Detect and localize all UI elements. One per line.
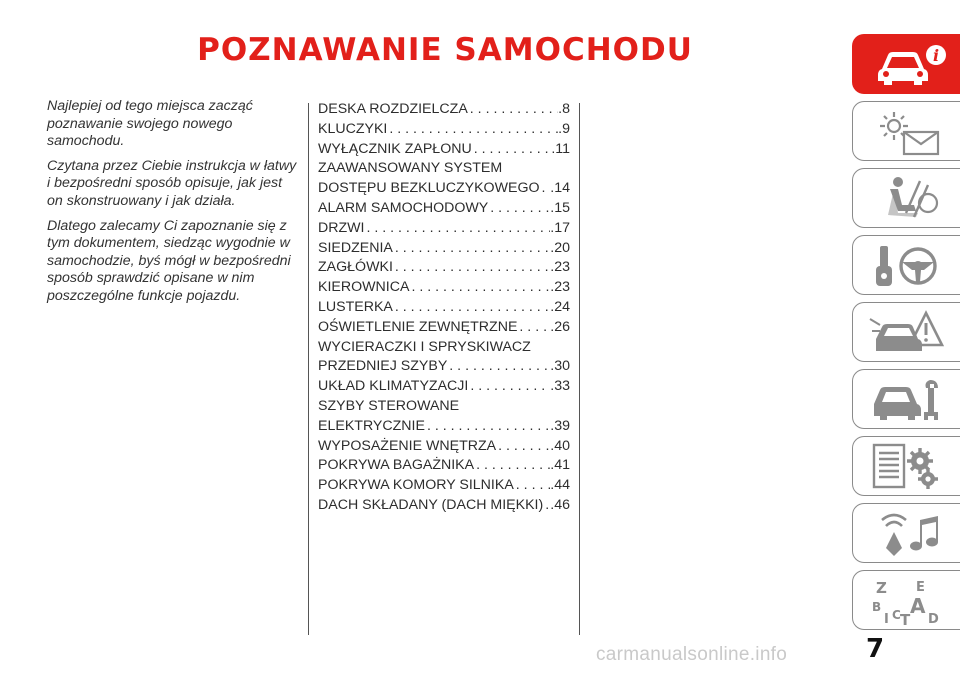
toc-item[interactable] [318, 258, 570, 278]
svg-text:B: B [871, 600, 881, 614]
toc-leader-dots [472, 140, 552, 160]
toc-item-page: .9 [558, 120, 570, 137]
chapter-tab[interactable] [852, 302, 960, 362]
chapter-tab[interactable] [852, 570, 960, 630]
toc-item[interactable] [318, 140, 570, 160]
toc-item-title: DOSTĘPU BEZKLUCZYKOWEGO [318, 180, 540, 197]
intro-paragraph: Dlatego zalecamy Ci zapoznanie się z tym dokumentem, siedząc wygodnie w samochodzie, byś mógł w bezpośredni sposób sprawdzić opisane w nim poszczególne funkcje pojazdu. [47, 217, 291, 304]
toc-item[interactable] [318, 318, 570, 338]
toc-item[interactable] [318, 278, 570, 298]
toc-item[interactable] [318, 437, 570, 457]
toc-leader-dots [517, 318, 550, 338]
toc-item[interactable] [318, 159, 570, 199]
specifications-gears-icon [868, 441, 946, 491]
warning-lights-envelope-icon [868, 106, 946, 156]
toc-item-title: SIEDZENIA [318, 239, 393, 256]
toc-item-page: .41 [550, 457, 570, 474]
toc-item-title: OŚWIETLENIE ZEWNĘTRZNE [318, 318, 518, 335]
svg-text:C: C [891, 608, 901, 622]
toc-leader-dots [496, 437, 550, 457]
chapter-tab[interactable] [852, 436, 960, 496]
toc-item[interactable] [318, 496, 570, 516]
page-number: 7 [866, 634, 885, 664]
toc-item-page: .46 [550, 496, 570, 513]
toc-item-title-line1: WYCIERACZKI I SPRYSKIWACZ [318, 338, 531, 355]
toc-item[interactable] [318, 476, 570, 496]
toc-item-title: UKŁAD KLIMATYZACJI [318, 378, 469, 395]
toc-item-title: POKRYWA KOMORY SILNIKA [318, 477, 514, 494]
chapter-tab[interactable] [852, 168, 960, 228]
toc-item-title: ZAGŁÓWKI [318, 259, 393, 276]
toc-item-title: WYPOSAŻENIE WNĘTRZA [318, 437, 497, 454]
toc-item[interactable] [318, 338, 570, 378]
toc-item-page: .14 [550, 180, 570, 197]
toc-item[interactable] [318, 120, 570, 140]
multimedia-music-icon [868, 508, 946, 558]
table-of-contents [318, 100, 570, 516]
svg-text:I: I [883, 612, 889, 625]
page-title: POZNAWANIE SAMOCHODU [197, 32, 693, 68]
seat-airbag-icon [868, 173, 946, 223]
toc-item-page: .23 [550, 279, 570, 296]
intro-paragraph: Czytana przez Ciebie instrukcja w łatwy i bezpośredni sposób opisuje, jak jest on skonstruowany i jak działa. [47, 157, 297, 209]
car-wrench-icon [868, 374, 946, 424]
car-info-icon [868, 39, 946, 89]
toc-item-page: .40 [550, 437, 570, 454]
column-divider [308, 103, 309, 635]
toc-leader-dots [514, 476, 550, 496]
toc-item-title-line1: ZAAWANSOWANY SYSTEM [318, 160, 503, 177]
toc-leader-dots [468, 377, 550, 397]
intro-paragraph: Najlepiej od tego miejsca zacząć poznawanie swojego nowego samochodu. [47, 98, 253, 150]
intro-text [47, 98, 297, 313]
toc-item[interactable] [318, 199, 570, 219]
toc-leader-dots [468, 100, 558, 120]
chapter-tab[interactable] [852, 34, 960, 94]
toc-leader-dots [447, 357, 550, 377]
toc-item-page: .44 [550, 477, 570, 494]
toc-leader-dots [540, 179, 551, 199]
svg-text:A: A [909, 594, 925, 618]
toc-item-title: ALARM SAMOCHODOWY [318, 199, 489, 216]
svg-text:E: E [915, 580, 925, 595]
toc-leader-dots [365, 219, 551, 239]
column-divider [579, 103, 580, 635]
toc-item[interactable] [318, 239, 570, 259]
toc-item-page: .24 [550, 298, 570, 315]
toc-leader-dots [393, 239, 550, 259]
toc-item-page: .11 [551, 140, 570, 157]
toc-item[interactable] [318, 456, 570, 476]
toc-item-title: KIEROWNICA [318, 279, 410, 296]
toc-item-title: ELEKTRYCZNIE [318, 417, 425, 434]
toc-item-page: .17 [550, 219, 570, 236]
chapter-tab[interactable] [852, 369, 960, 429]
toc-item-title: POKRYWA BAGAŻNIKA [318, 457, 475, 474]
chapter-tab[interactable] [852, 235, 960, 295]
toc-item[interactable] [318, 397, 570, 437]
toc-item-title: KLUCZYKI [318, 120, 388, 137]
toc-item-title: PRZEDNIEJ SZYBY [318, 358, 448, 375]
toc-item[interactable] [318, 100, 570, 120]
toc-item-page: .26 [550, 318, 570, 335]
svg-text:D: D [927, 612, 939, 625]
toc-leader-dots [393, 258, 550, 278]
toc-item-title-line1: SZYBY STEROWANE [318, 397, 460, 414]
toc-item[interactable] [318, 219, 570, 239]
toc-leader-dots [543, 496, 550, 516]
watermark: carmanualsonline.info [596, 644, 788, 665]
toc-leader-dots [387, 120, 558, 140]
car-crash-warning-icon [868, 307, 946, 357]
toc-leader-dots [393, 298, 550, 318]
toc-item[interactable] [318, 377, 570, 397]
toc-leader-dots [488, 199, 550, 219]
toc-item[interactable] [318, 298, 570, 318]
toc-item-page: .39 [550, 417, 570, 434]
toc-item-title: WYŁĄCZNIK ZAPŁONU [318, 140, 472, 157]
toc-item-title: DESKA ROZDZIELCZA [318, 101, 468, 117]
toc-leader-dots [474, 456, 550, 476]
toc-item-page: .23 [550, 259, 570, 276]
toc-item-title: DRZWI [318, 219, 365, 236]
toc-item-title: LUSTERKA [318, 298, 393, 315]
toc-item-page: .33 [550, 378, 570, 395]
key-steering-wheel-icon [868, 240, 946, 290]
svg-text:Z: Z [875, 579, 887, 597]
toc-leader-dots [425, 417, 550, 437]
alphabetical-index-icon [868, 575, 946, 625]
chapter-tab[interactable] [852, 101, 960, 161]
toc-item-page: .8 [558, 101, 570, 117]
toc-item-page: .20 [550, 239, 570, 256]
toc-item-title: DACH SKŁADANY (DACH MIĘKKI) [318, 496, 544, 513]
toc-item-page: .30 [550, 358, 570, 375]
svg-text:T: T [899, 611, 910, 625]
svg-text:i: i [932, 46, 939, 65]
toc-item-page: .15 [550, 199, 570, 216]
toc-leader-dots [409, 278, 550, 298]
chapter-tab[interactable] [852, 503, 960, 563]
